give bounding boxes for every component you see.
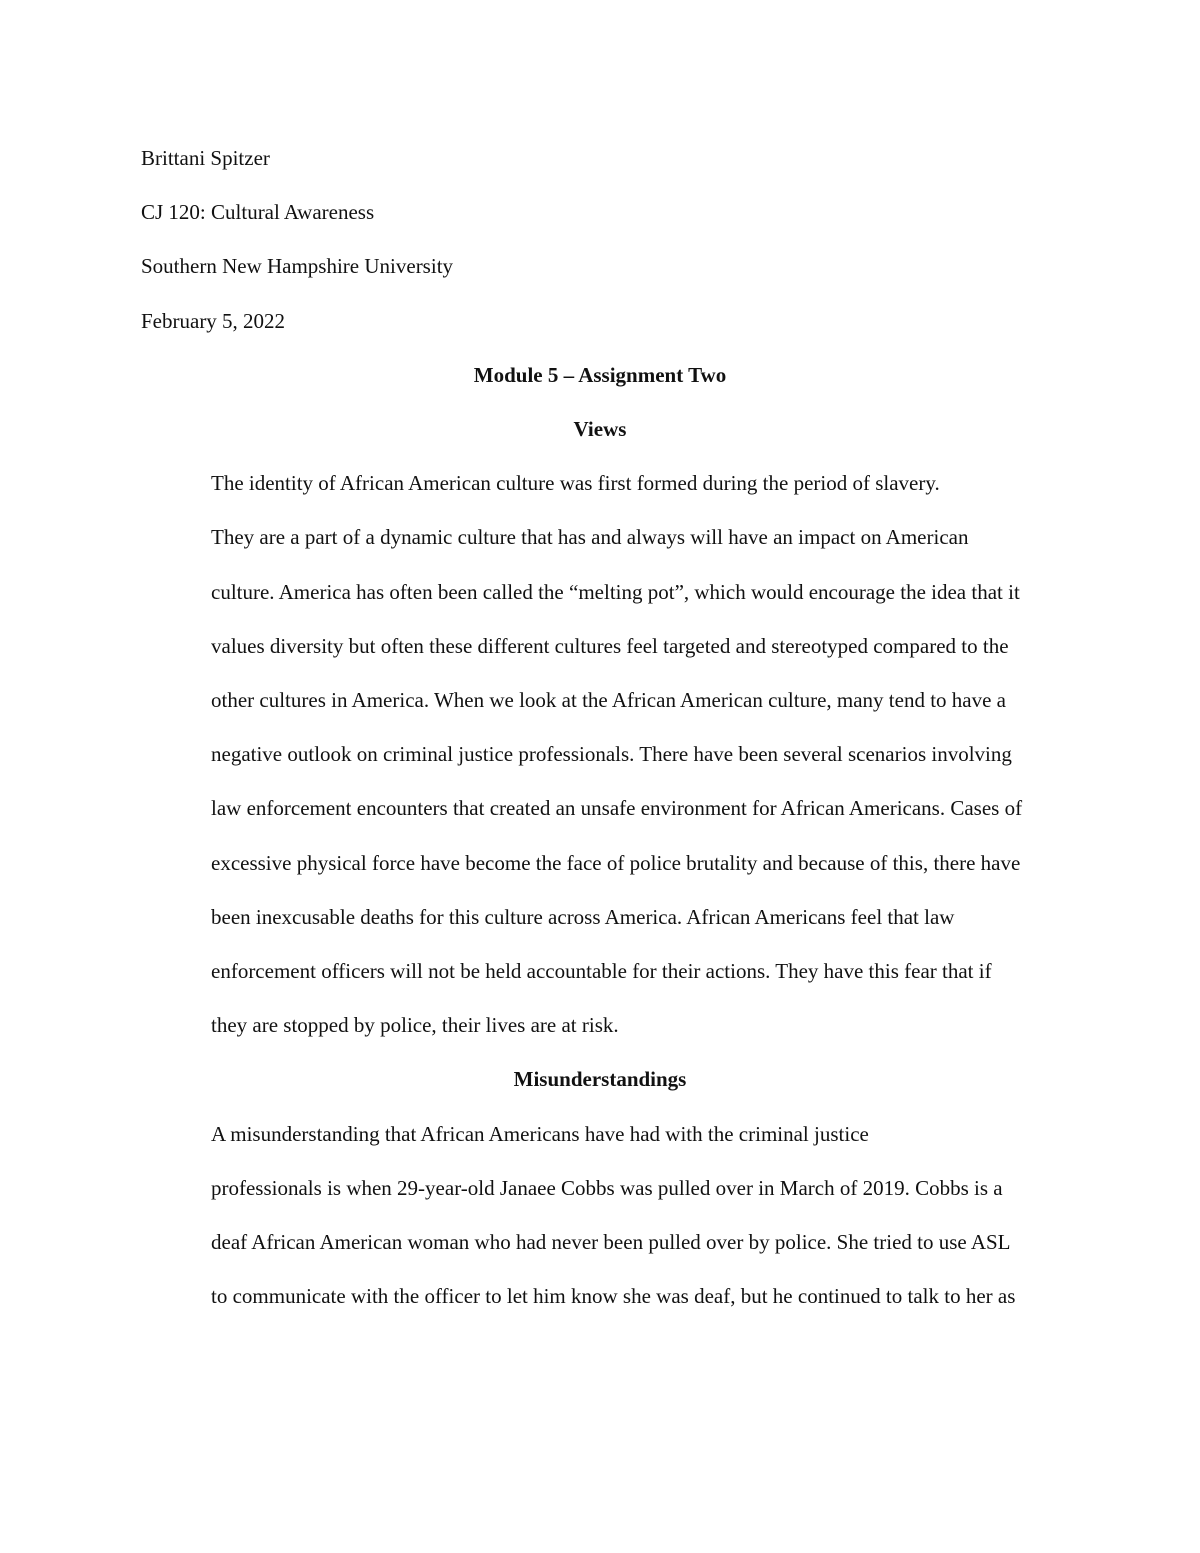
paragraph-line: values diversity but often these different cultures feel targeted and stereotyped compared to the [211,633,1009,658]
paragraph-line: been inexcusable deaths for this culture across America. African Americans feel that law [211,904,955,929]
author-name: Brittani Spitzer [141,146,270,170]
institution-name: Southern New Hampshire University [141,254,454,279]
paragraph-line: to communicate with the officer to let him know she was deaf, but he continued to talk to her as [211,1284,1016,1309]
document-body [141,131,1059,1323]
section-heading-views: Views [573,417,627,442]
paragraph-line: The identity of African American culture was first formed during the period of slavery. [211,471,940,496]
views-paragraph [141,456,1059,1052]
paragraph-line: culture. America has often been called the “melting pot”, which would encourage the idea that it [211,579,1020,604]
misunderstandings-paragraph [141,1107,1059,1324]
paragraph-line: enforcement officers will not be held accountable for their actions. They have this fear that if [211,959,992,984]
section-heading-misunderstandings: Misunderstandings [513,1067,687,1092]
paragraph-line: professionals is when 29-year-old Janaee Cobbs was pulled over in March of 2019. Cobbs is a [211,1175,1003,1200]
paragraph-line: negative outlook on criminal justice professionals. There have been several scenarios involving [211,742,1012,767]
paragraph-line: other cultures in America. When we look at the African American culture, many tend to have a [211,688,1006,713]
paragraph-line: deaf African American woman who had never been pulled over by police. She tried to use ASL [211,1230,1011,1255]
paragraph-line: law enforcement encounters that created an unsafe environment for African Americans. Cases of [211,796,1023,821]
paragraph-line: A misunderstanding that African Americans have had with the criminal justice [211,1121,869,1146]
document-title: Module 5 – Assignment Two [473,362,727,387]
paragraph-line: they are stopped by police, their lives are at risk. [211,1013,619,1038]
submission-date: February 5, 2022 [141,308,286,333]
course-name: CJ 120: Cultural Awareness [141,200,375,225]
paragraph-line: They are a part of a dynamic culture that has and always will have an impact on American [211,525,969,550]
paragraph-line: excessive physical force have become the face of police brutality and because of this, there have [211,850,1021,875]
